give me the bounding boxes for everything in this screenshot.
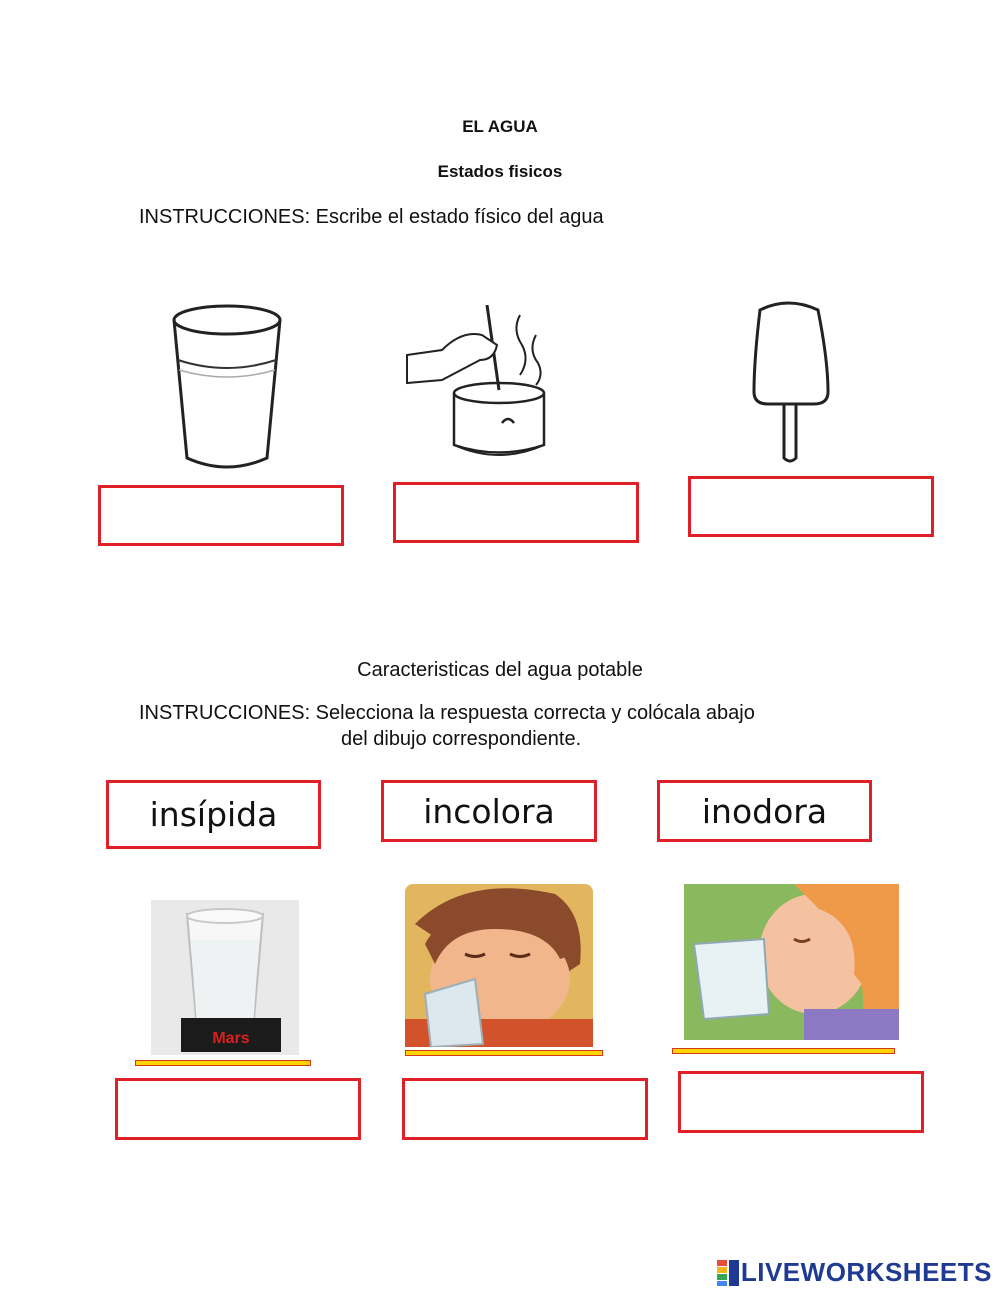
page-subtitle: Estados fisicos xyxy=(437,162,563,181)
instructions-2-line2: del dibujo correspondiente. xyxy=(341,728,582,750)
instructions-2-line1: INSTRUCCIONES: Selecciona la respuesta correcta y colócala abajo xyxy=(139,702,755,724)
instructions-1: INSTRUCCIONES: Escribe el estado físico del agua xyxy=(139,206,604,228)
girl-drinking-illustration xyxy=(684,884,899,1040)
section-2-heading: Caracteristicas del agua potable xyxy=(357,659,643,681)
option-inodora[interactable]: inodora xyxy=(657,780,872,842)
boiling-pot-drawing xyxy=(402,305,572,465)
liveworksheets-logo-text: LIVEWORKSHEETS xyxy=(740,1257,992,1287)
page-title: EL AGUA xyxy=(462,117,538,136)
option-insipida[interactable]: insípida xyxy=(106,780,321,849)
liveworksheets-logo xyxy=(717,1257,992,1288)
answer-box-6[interactable] xyxy=(678,1071,924,1133)
drop-target-line-1[interactable] xyxy=(135,1060,311,1066)
glass-of-water-drawing xyxy=(165,298,290,476)
answer-box-4[interactable] xyxy=(115,1078,361,1140)
answer-box-1[interactable] xyxy=(98,485,344,546)
answer-box-2[interactable] xyxy=(393,482,639,543)
instructions-2 xyxy=(139,700,755,752)
boy-drinking-illustration xyxy=(405,884,593,1047)
svg-text:Mars: Mars xyxy=(212,1030,250,1047)
glass-on-candy-bar-photo xyxy=(151,900,299,1055)
answer-box-3[interactable] xyxy=(688,476,934,537)
drop-target-line-3[interactable] xyxy=(672,1048,895,1054)
liveworksheets-logo-icon xyxy=(717,1260,741,1286)
answer-box-5[interactable] xyxy=(402,1078,648,1140)
drop-target-line-2[interactable] xyxy=(405,1050,603,1056)
popsicle-drawing xyxy=(748,300,834,465)
option-incolora[interactable]: incolora xyxy=(381,780,597,842)
